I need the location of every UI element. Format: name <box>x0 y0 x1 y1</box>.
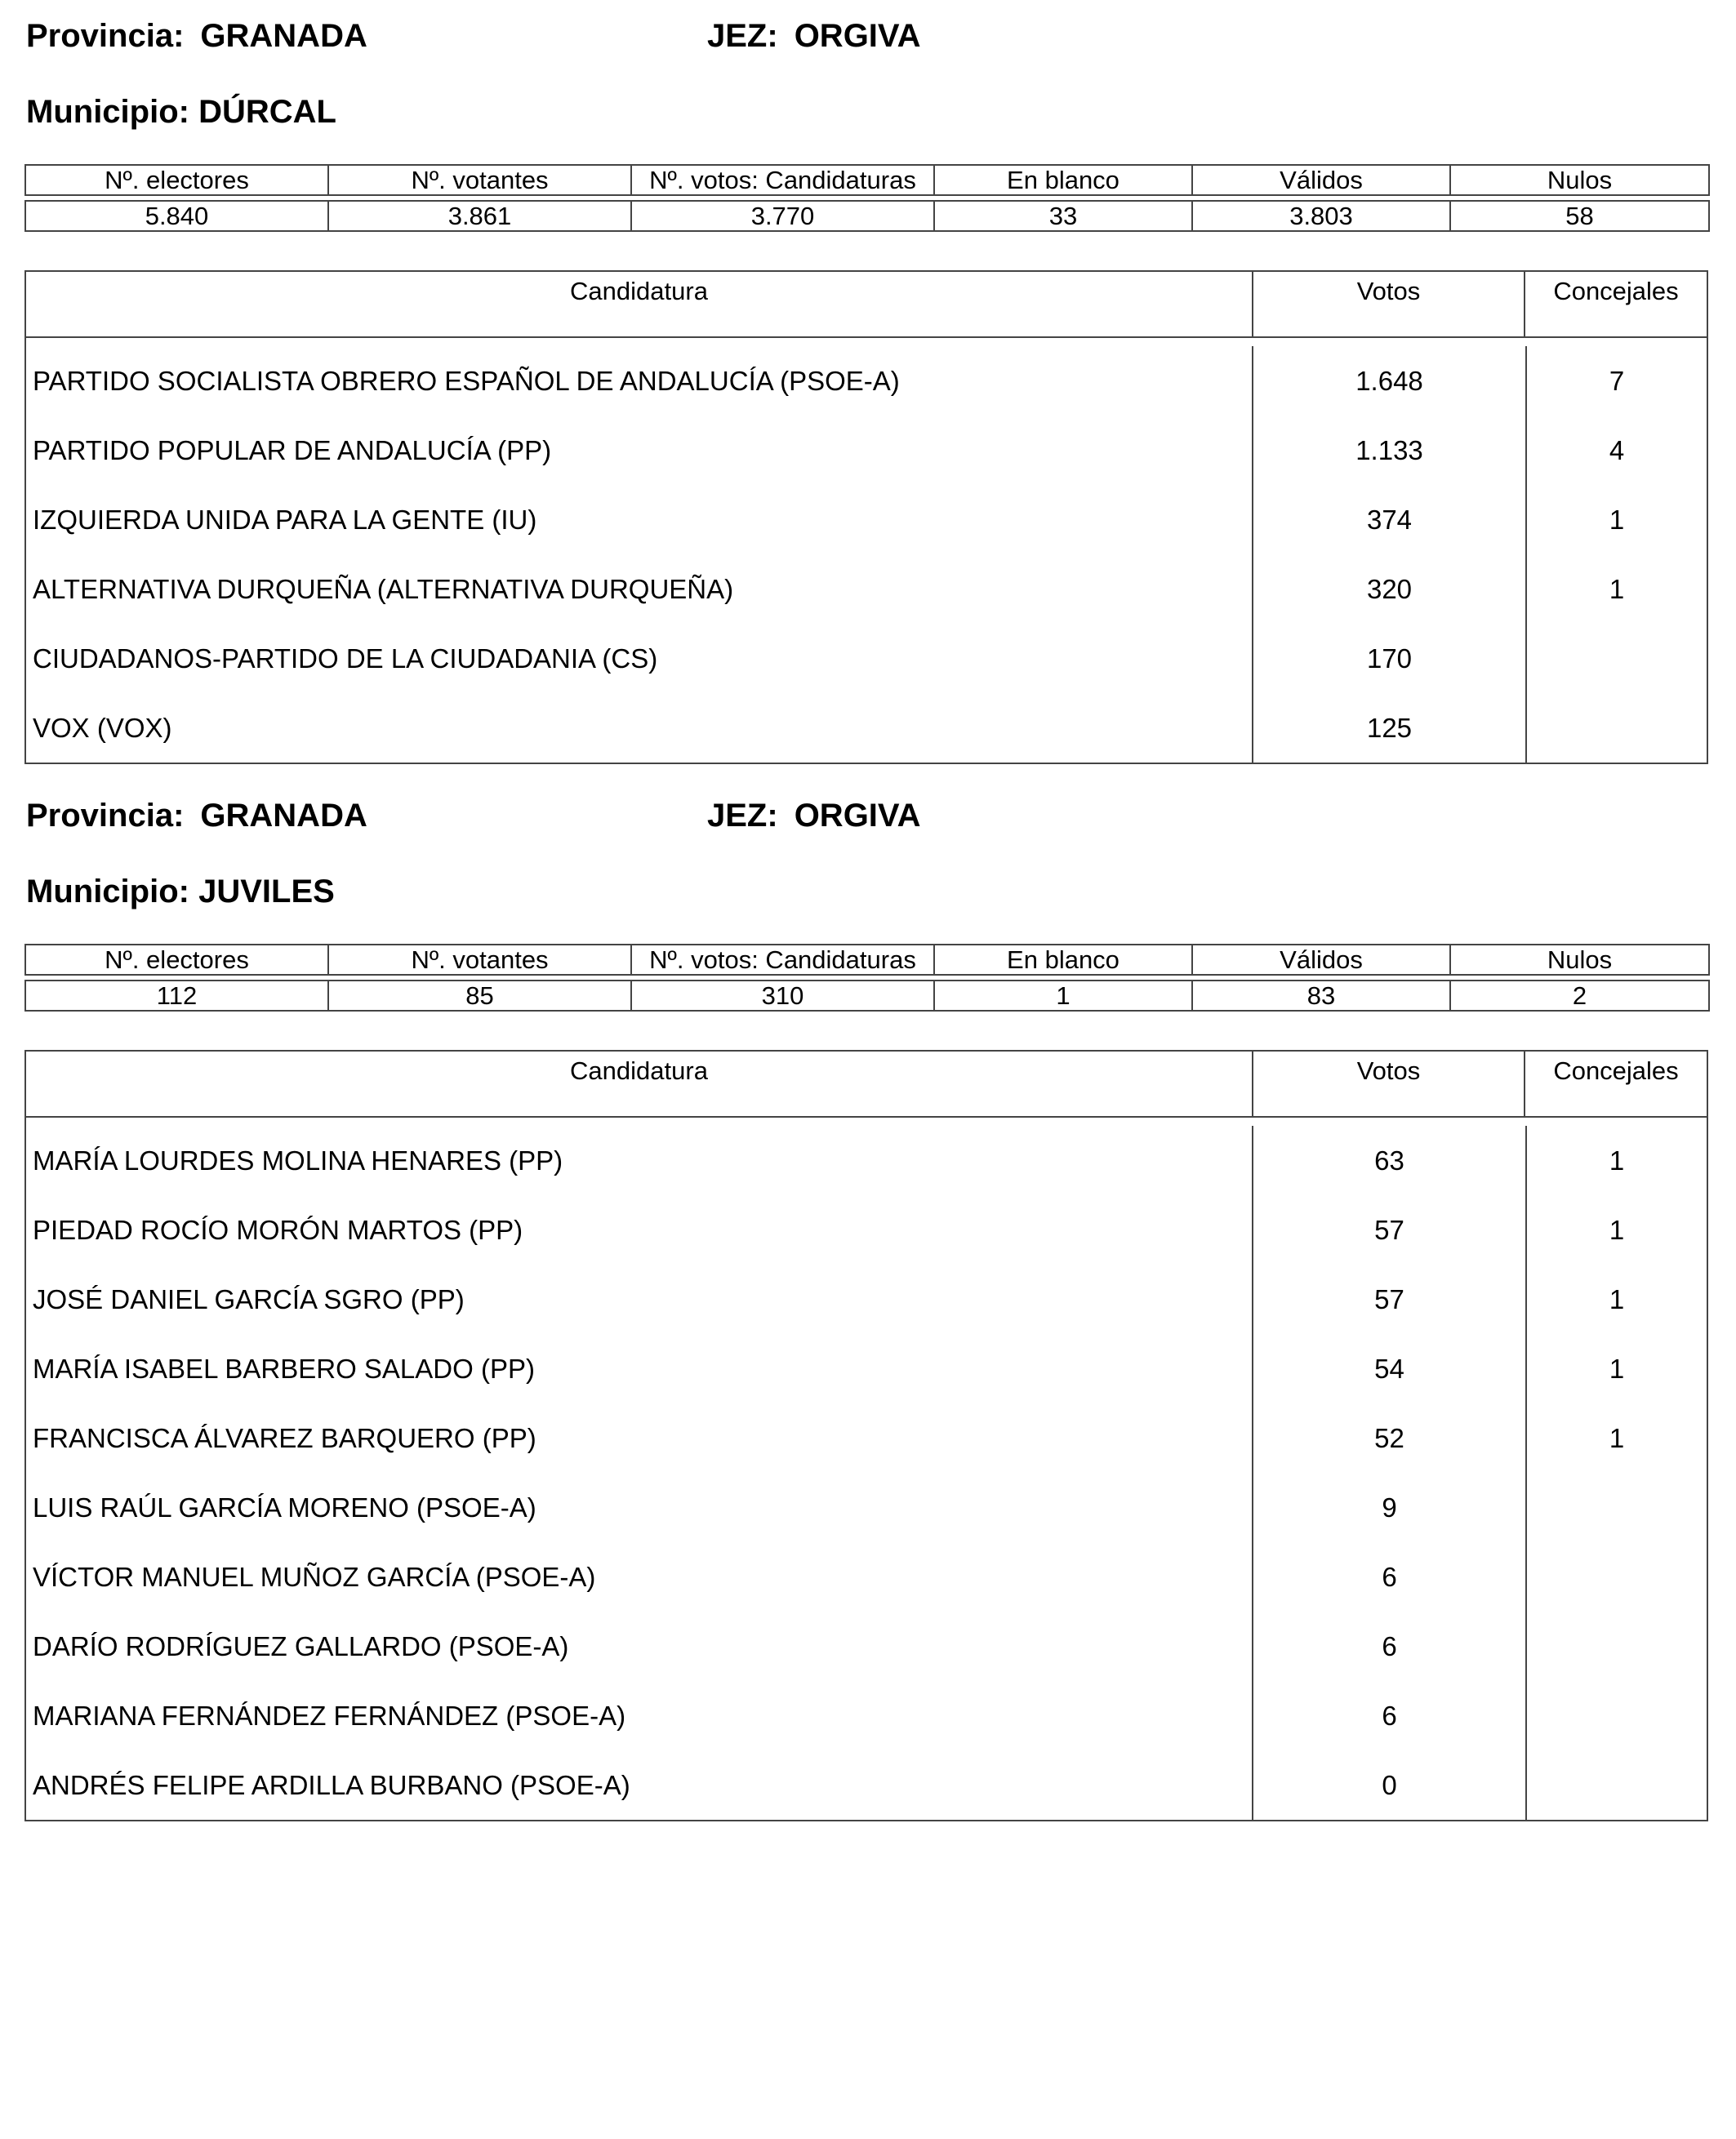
provincia-value: GRANADA <box>200 18 367 54</box>
candidate-row <box>26 1403 1707 1473</box>
candidates-body <box>26 338 1707 763</box>
municipio-header <box>26 872 335 911</box>
candidates-body <box>26 1118 1707 1820</box>
stats-value-votantes: 85 <box>328 981 631 1011</box>
candidate-name: JOSÉ DANIEL GARCÍA SGRO (PP) <box>26 1265 1253 1334</box>
stats-table <box>24 944 1710 1012</box>
candidate-row <box>26 1334 1707 1403</box>
stats-header-nulos: Nulos <box>1450 945 1709 975</box>
jez-header <box>707 16 921 56</box>
candidate-name: VOX (VOX) <box>26 693 1253 763</box>
candidate-votos: 54 <box>1253 1334 1527 1403</box>
candidate-row <box>26 1681 1707 1750</box>
stats-value-validos: 3.803 <box>1192 201 1450 231</box>
candidate-name: IZQUIERDA UNIDA PARA LA GENTE (IU) <box>26 485 1253 554</box>
candidate-concejales <box>1527 1473 1707 1542</box>
candidate-row <box>26 1265 1707 1334</box>
candidates-table <box>24 270 1708 764</box>
candidate-row <box>26 1473 1707 1542</box>
candidate-votos: 57 <box>1253 1265 1527 1334</box>
provincia-value: GRANADA <box>200 798 367 834</box>
candidate-row <box>26 1750 1707 1820</box>
stats-table <box>24 164 1710 232</box>
candidate-votos: 52 <box>1253 1403 1527 1473</box>
candidate-votos: 374 <box>1253 485 1527 554</box>
stats-value-electores: 112 <box>25 981 328 1011</box>
stats-header-votantes: Nº. votantes <box>328 945 631 975</box>
stats-value-nulos: 2 <box>1450 981 1709 1011</box>
candidate-concejales: 1 <box>1609 1283 1625 1314</box>
candidates-header-row <box>26 272 1707 338</box>
stats-header-electores: Nº. electores <box>25 165 328 195</box>
municipio-label: Municipio: <box>26 94 189 130</box>
candidate-votos: 0 <box>1253 1750 1527 1820</box>
candidate-row <box>26 554 1707 624</box>
header-concejales: Concejales <box>1553 277 1679 305</box>
candidates-header-row <box>26 1052 1707 1118</box>
candidate-concejales: 1 <box>1609 1145 1625 1176</box>
stats-header-votantes: Nº. votantes <box>328 165 631 195</box>
candidate-name: LUIS RAÚL GARCÍA MORENO (PSOE-A) <box>26 1473 1253 1542</box>
candidate-votos: 1.648 <box>1253 346 1527 416</box>
candidate-votos: 320 <box>1253 554 1527 624</box>
stats-gap <box>25 195 1709 201</box>
candidate-concejales: 7 <box>1609 365 1625 396</box>
candidate-concejales: 1 <box>1609 504 1625 535</box>
candidate-name: VÍCTOR MANUEL MUÑOZ GARCÍA (PSOE-A) <box>26 1542 1253 1612</box>
stats-value-electores: 5.840 <box>25 201 328 231</box>
stats-value-en-blanco: 1 <box>934 981 1192 1011</box>
stats-header-votos-candidaturas: Nº. votos: Candidaturas <box>631 945 934 975</box>
candidate-row <box>26 1612 1707 1681</box>
header-votos: Votos <box>1253 1052 1525 1116</box>
candidate-row <box>26 1542 1707 1612</box>
stats-header-validos: Válidos <box>1192 945 1450 975</box>
candidate-name: CIUDADANOS-PARTIDO DE LA CIUDADANIA (CS) <box>26 624 1253 693</box>
stats-header-en-blanco: En blanco <box>934 945 1192 975</box>
stats-value-votos-candidaturas: 3.770 <box>631 201 934 231</box>
stats-value-nulos: 58 <box>1450 201 1709 231</box>
candidate-votos: 6 <box>1253 1542 1527 1612</box>
candidate-concejales: 1 <box>1609 1422 1625 1453</box>
candidate-name: DARÍO RODRÍGUEZ GALLARDO (PSOE-A) <box>26 1612 1253 1681</box>
stats-header-nulos: Nulos <box>1450 165 1709 195</box>
candidate-name: FRANCISCA ÁLVAREZ BARQUERO (PP) <box>26 1403 1253 1473</box>
stats-header-votos-candidaturas: Nº. votos: Candidaturas <box>631 165 934 195</box>
candidate-votos: 1.133 <box>1253 416 1527 485</box>
candidate-votos: 125 <box>1253 693 1527 763</box>
header-candidatura: Candidatura <box>26 1052 1253 1116</box>
stats-header-row <box>25 165 1709 195</box>
candidate-name: MARIANA FERNÁNDEZ FERNÁNDEZ (PSOE-A) <box>26 1681 1253 1750</box>
jez-label: JEZ: <box>707 798 778 834</box>
municipio-header <box>26 92 336 131</box>
candidate-votos: 9 <box>1253 1473 1527 1542</box>
stats-header-row <box>25 945 1709 975</box>
candidate-row <box>26 1126 1707 1195</box>
stats-gap <box>25 975 1709 981</box>
stats-header-validos: Válidos <box>1192 165 1450 195</box>
stats-header-electores: Nº. electores <box>25 945 328 975</box>
stats-value-votantes: 3.861 <box>328 201 631 231</box>
provincia-header <box>26 796 367 835</box>
candidate-concejales: 1 <box>1609 1353 1625 1384</box>
candidate-concejales <box>1527 1681 1707 1750</box>
candidate-row <box>26 485 1707 554</box>
stats-value-en-blanco: 33 <box>934 201 1192 231</box>
candidate-concejales: 4 <box>1609 434 1625 465</box>
stats-value-row <box>25 981 1709 1011</box>
candidate-name: PARTIDO SOCIALISTA OBRERO ESPAÑOL DE ANDALUCÍA (PSOE-A) <box>26 346 1253 416</box>
header-votos: Votos <box>1253 272 1525 336</box>
candidate-concejales: 1 <box>1609 1214 1625 1245</box>
candidate-votos: 57 <box>1253 1195 1527 1265</box>
stats-header-en-blanco: En blanco <box>934 165 1192 195</box>
candidate-concejales <box>1527 693 1707 763</box>
candidate-concejales <box>1527 1750 1707 1820</box>
stats-value-row <box>25 201 1709 231</box>
candidate-concejales <box>1527 1612 1707 1681</box>
candidate-row <box>26 416 1707 485</box>
candidate-name: MARÍA LOURDES MOLINA HENARES (PP) <box>26 1126 1253 1195</box>
candidate-concejales <box>1527 1542 1707 1612</box>
municipio-value: JUVILES <box>198 874 335 909</box>
jez-value: ORGIVA <box>794 18 921 54</box>
candidate-name: MARÍA ISABEL BARBERO SALADO (PP) <box>26 1334 1253 1403</box>
provincia-label: Provincia: <box>26 18 185 54</box>
provincia-label: Provincia: <box>26 798 185 834</box>
candidates-table <box>24 1050 1708 1821</box>
candidate-row <box>26 624 1707 693</box>
candidate-votos: 6 <box>1253 1612 1527 1681</box>
municipio-value: DÚRCAL <box>198 94 336 130</box>
candidate-name: ANDRÉS FELIPE ARDILLA BURBANO (PSOE-A) <box>26 1750 1253 1820</box>
candidate-concejales <box>1527 624 1707 693</box>
candidate-votos: 6 <box>1253 1681 1527 1750</box>
stats-value-votos-candidaturas: 310 <box>631 981 934 1011</box>
candidate-name: PIEDAD ROCÍO MORÓN MARTOS (PP) <box>26 1195 1253 1265</box>
candidate-votos: 170 <box>1253 624 1527 693</box>
candidate-row <box>26 346 1707 416</box>
candidate-votos: 63 <box>1253 1126 1527 1195</box>
candidate-name: PARTIDO POPULAR DE ANDALUCÍA (PP) <box>26 416 1253 485</box>
jez-header <box>707 796 921 835</box>
jez-label: JEZ: <box>707 18 778 54</box>
provincia-header <box>26 16 367 56</box>
municipio-label: Municipio: <box>26 874 189 909</box>
header-concejales: Concejales <box>1553 1056 1679 1085</box>
jez-value: ORGIVA <box>794 798 921 834</box>
candidate-row <box>26 693 1707 763</box>
stats-value-validos: 83 <box>1192 981 1450 1011</box>
header-candidatura: Candidatura <box>26 272 1253 336</box>
candidate-concejales: 1 <box>1609 573 1625 604</box>
candidate-row <box>26 1195 1707 1265</box>
candidate-name: ALTERNATIVA DURQUEÑA (ALTERNATIVA DURQUEÑA) <box>26 554 1253 624</box>
